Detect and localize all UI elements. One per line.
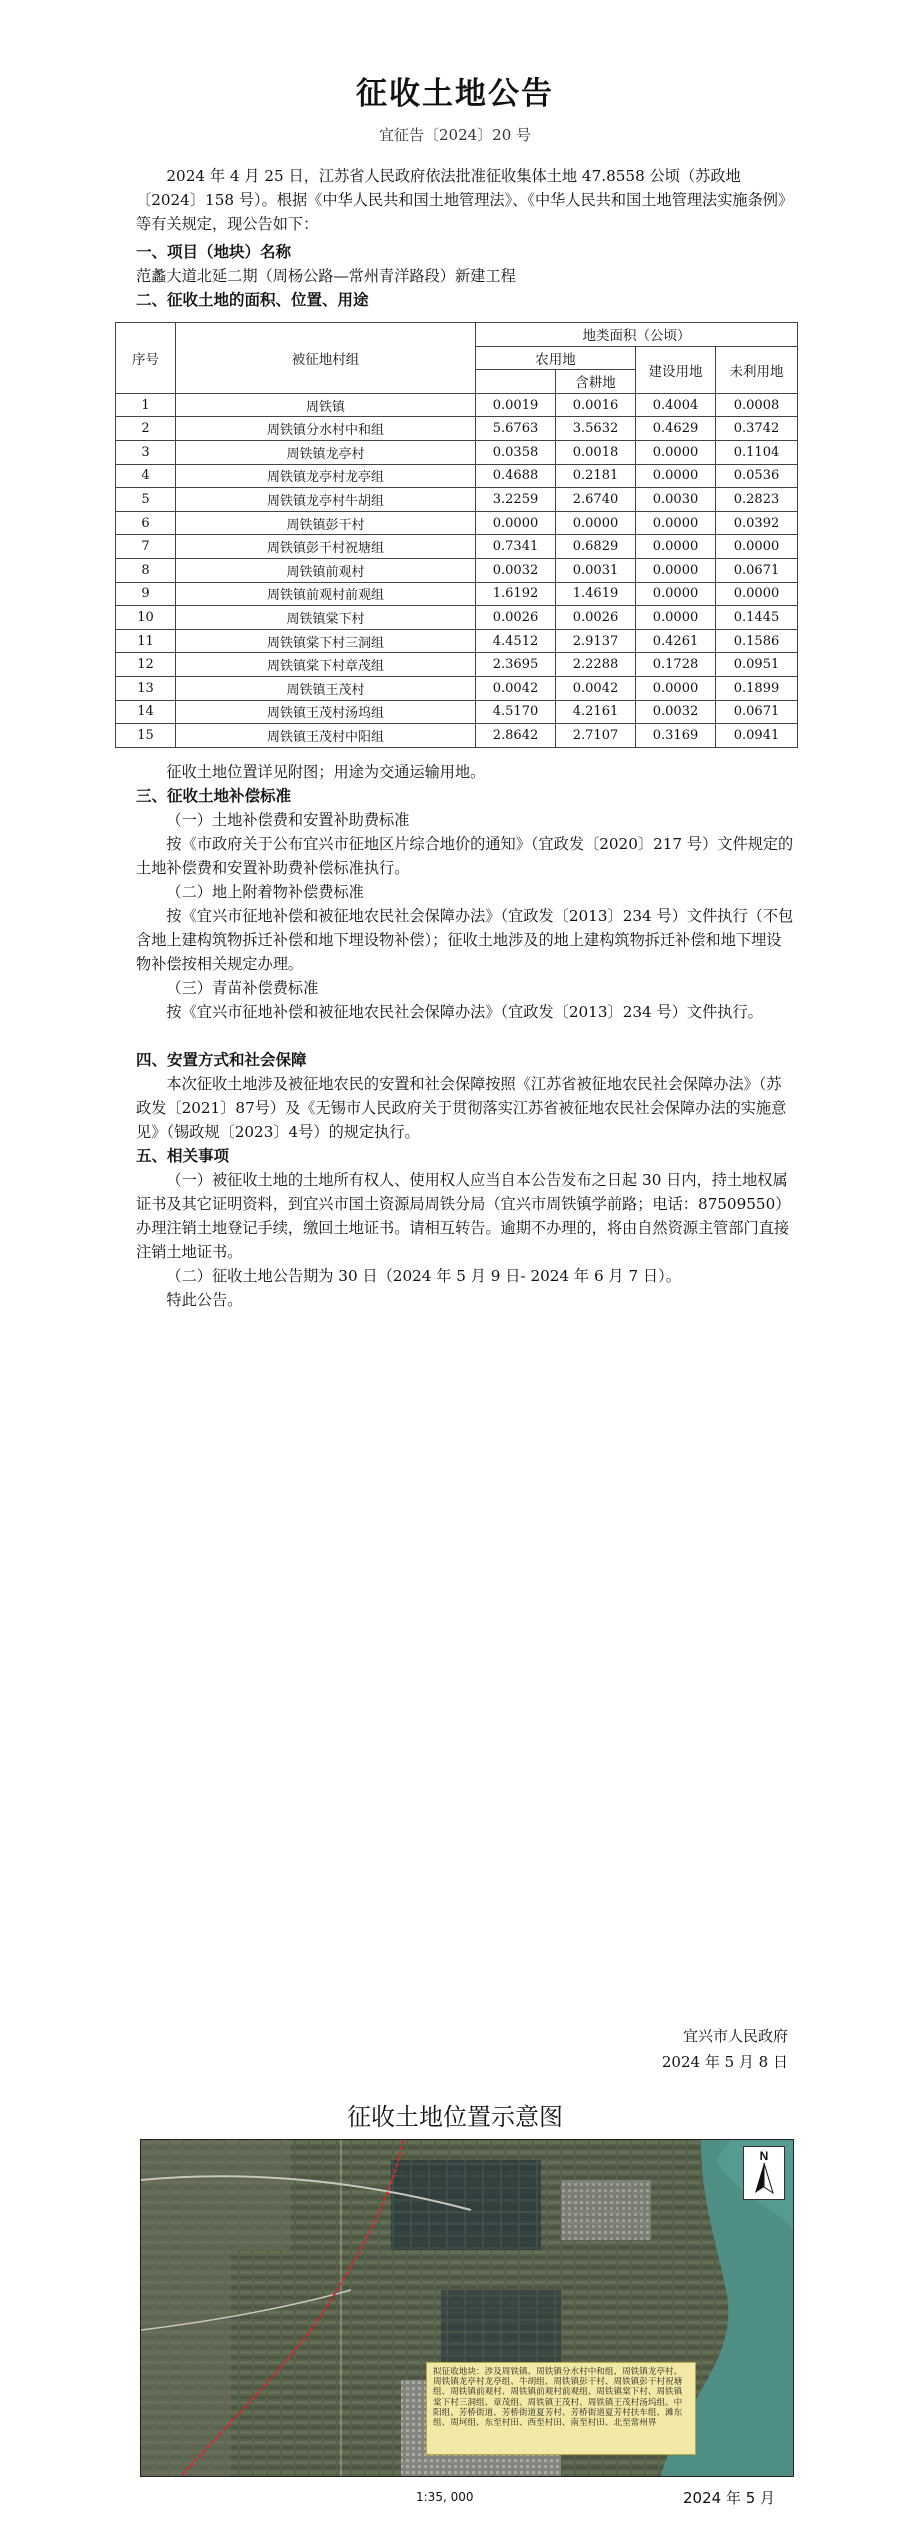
cell-farm: 0.0000 — [476, 511, 556, 535]
col-header-unused: 未利用地 — [716, 346, 798, 393]
section3-sub1-text: 按《市政府关于公布宜兴市征地区片综合地价的通知》（宜政发〔2020〕217 号）文件规定的土地补偿费和安置补助费补偿标准执行。 — [136, 835, 794, 877]
cell-arable: 3.5632 — [556, 417, 636, 441]
cell-group: 周铁镇王茂村 — [176, 676, 476, 700]
table-row — [116, 535, 798, 559]
svg-text:N: N — [759, 2149, 769, 2163]
col-header-arable: 含耕地 — [556, 370, 636, 394]
cell-arable: 4.2161 — [556, 700, 636, 724]
cell-unused: 0.2823 — [716, 488, 798, 512]
cell-unused: 0.0392 — [716, 511, 798, 535]
signature-org: 宜兴市人民政府 — [682, 2027, 788, 2045]
cell-unused: 0.1586 — [716, 629, 798, 653]
cell-no: 3 — [116, 440, 176, 464]
cell-arable: 2.7107 — [556, 724, 636, 748]
cell-no: 8 — [116, 558, 176, 582]
cell-arable: 0.0000 — [556, 511, 636, 535]
cell-group: 周铁镇棠下村章茂组 — [176, 653, 476, 677]
section1-heading: 一、项目（地块）名称 — [136, 243, 292, 261]
cell-no: 13 — [116, 676, 176, 700]
cell-unused: 0.0941 — [716, 724, 798, 748]
cell-arable: 0.0031 — [556, 558, 636, 582]
section3-sub3-text: 按《宜兴市征地补偿和被征地农民社会保障办法》（宜政发〔2013〕234 号）文件执行。 — [166, 1003, 763, 1021]
location-note: 征收土地位置详见附图；用途为交通运输用地。 — [166, 763, 486, 781]
cell-arable: 0.2181 — [556, 464, 636, 488]
map-legend: 拟征收地块：涉及周铁镇、周铁镇分水村中和组、周铁镇龙亭村、周铁镇龙亭村龙亭组、牛胡组、周铁镇彭干村、周铁镇彭干村祝塘组、周铁镇前观村、周铁镇前观村前观组、周铁镇棠下村、周铁镇棠下村三洞组、章茂组、周铁镇王茂村、周铁镇王茂村汤坞组、中阳组、芳桥街道、芳桥街道夏芳村、芳桥街道夏芳村扶车组、滩东组、周坷组、东至村田、西至村田、南至村田、北至常州界 — [426, 2362, 696, 2455]
section4-heading: 四、安置方式和社会保障 — [136, 1051, 307, 1069]
section5-item2: （二）征收土地公告期为 30 日（2024 年 5 月 9 日- 2024 年 6 月 7 日）。 — [166, 1267, 681, 1285]
table-row — [116, 464, 798, 488]
cell-no: 4 — [116, 464, 176, 488]
section5-heading: 五、相关事项 — [136, 1147, 230, 1165]
col-header-no: 序号 — [116, 323, 176, 394]
map-date: 2024 年 5 月 — [683, 2489, 776, 2507]
cell-unused: 0.0951 — [716, 653, 798, 677]
section3-sub2: （二）地上附着物补偿费标准 — [166, 883, 364, 901]
cell-group: 周铁镇 — [176, 393, 476, 417]
cell-group: 周铁镇王茂村汤坞组 — [176, 700, 476, 724]
table-row — [116, 700, 798, 724]
land-area-table — [115, 322, 798, 748]
cell-no: 9 — [116, 582, 176, 606]
cell-arable: 0.0016 — [556, 393, 636, 417]
cell-arable: 2.9137 — [556, 629, 636, 653]
cell-construct: 0.4004 — [636, 393, 716, 417]
cell-group: 周铁镇棠下村三洞组 — [176, 629, 476, 653]
cell-group: 周铁镇龙亭村 — [176, 440, 476, 464]
document-number: 宜征告〔2024〕20 号 — [378, 126, 532, 144]
cell-construct: 0.0000 — [636, 464, 716, 488]
cell-farm: 2.3695 — [476, 653, 556, 677]
cell-group: 周铁镇前观村 — [176, 558, 476, 582]
cell-farm: 0.4688 — [476, 464, 556, 488]
section3-sub1: （一）土地补偿费和安置补助费标准 — [166, 811, 410, 829]
cell-construct: 0.3169 — [636, 724, 716, 748]
cell-group: 周铁镇前观村前观组 — [176, 582, 476, 606]
cell-unused: 0.0000 — [716, 535, 798, 559]
cell-unused: 0.3742 — [716, 417, 798, 441]
cell-group: 周铁镇龙亭村龙亭组 — [176, 464, 476, 488]
cell-farm: 0.0358 — [476, 440, 556, 464]
table-row — [116, 511, 798, 535]
cell-farm: 2.8642 — [476, 724, 556, 748]
cell-construct: 0.0030 — [636, 488, 716, 512]
col-header-construction: 建设用地 — [636, 346, 716, 393]
cell-arable: 2.2288 — [556, 653, 636, 677]
cell-group: 周铁镇棠下村 — [176, 606, 476, 630]
cell-farm: 1.6192 — [476, 582, 556, 606]
cell-arable: 0.0018 — [556, 440, 636, 464]
section3-sub2-text: 按《宜兴市征地补偿和被征地农民社会保障办法》（宜政发〔2013〕234 号）文件执行（不包含地上建构筑物拆迁补偿和地下埋设物补偿）；征收土地涉及的地上建构筑物拆迁补偿和地下埋设物补偿按相关规定办理。 — [136, 907, 794, 973]
cell-construct: 0.0000 — [636, 511, 716, 535]
cell-farm: 5.6763 — [476, 417, 556, 441]
section3-sub3: （三）青苗补偿费标准 — [166, 979, 319, 997]
table-row — [116, 440, 798, 464]
land-table-body — [116, 393, 798, 747]
table-row — [116, 393, 798, 417]
table-row — [116, 488, 798, 512]
cell-arable: 0.0026 — [556, 606, 636, 630]
cell-construct: 0.0000 — [636, 535, 716, 559]
section2-heading: 二、征收土地的面积、位置、用途 — [136, 291, 369, 309]
map-title: 征收土地位置示意图 — [347, 2103, 563, 2131]
cell-unused: 0.0008 — [716, 393, 798, 417]
location-map — [140, 2139, 794, 2477]
cell-no: 5 — [116, 488, 176, 512]
cell-construct: 0.0000 — [636, 582, 716, 606]
cell-construct: 0.1728 — [636, 653, 716, 677]
cell-group: 周铁镇彭干村 — [176, 511, 476, 535]
cell-construct: 0.4629 — [636, 417, 716, 441]
cell-farm: 0.0019 — [476, 393, 556, 417]
table-row — [116, 417, 798, 441]
col-header-farmland: 农用地 — [476, 346, 636, 370]
cell-group: 周铁镇王茂村中阳组 — [176, 724, 476, 748]
table-row — [116, 629, 798, 653]
cell-no: 2 — [116, 417, 176, 441]
cell-group: 周铁镇龙亭村牛胡组 — [176, 488, 476, 512]
cell-no: 12 — [116, 653, 176, 677]
cell-no: 11 — [116, 629, 176, 653]
section3-heading: 三、征收土地补偿标准 — [136, 787, 292, 805]
cell-no: 14 — [116, 700, 176, 724]
cell-construct: 0.4261 — [636, 629, 716, 653]
col-header-village: 被征地村组 — [176, 323, 476, 394]
table-row — [116, 676, 798, 700]
map-scale: 1:35, 000 — [416, 2490, 474, 2504]
signature-date: 2024 年 5 月 8 日 — [661, 2053, 788, 2071]
table-row — [116, 582, 798, 606]
north-arrow — [743, 2146, 785, 2200]
cell-farm: 0.0032 — [476, 558, 556, 582]
page-title: 征收土地公告 — [356, 76, 554, 112]
cell-no: 10 — [116, 606, 176, 630]
cell-no: 1 — [116, 393, 176, 417]
cell-construct: 0.0000 — [636, 676, 716, 700]
cell-farm: 0.0042 — [476, 676, 556, 700]
cell-group: 周铁镇分水村中和组 — [176, 417, 476, 441]
cell-unused: 0.1104 — [716, 440, 798, 464]
cell-arable: 0.6829 — [556, 535, 636, 559]
table-row — [116, 724, 798, 748]
cell-unused: 0.0671 — [716, 700, 798, 724]
cell-farm: 3.2259 — [476, 488, 556, 512]
col-header-farmland-sub — [476, 370, 556, 394]
cell-no: 7 — [116, 535, 176, 559]
cell-construct: 0.0000 — [636, 606, 716, 630]
project-name: 范蠡大道北延二期（周杨公路—常州青洋路段）新建工程 — [136, 267, 516, 285]
cell-construct: 0.0000 — [636, 558, 716, 582]
closing-text: 特此公告。 — [166, 1291, 243, 1309]
cell-unused: 0.1445 — [716, 606, 798, 630]
cell-unused: 0.0536 — [716, 464, 798, 488]
col-header-area: 地类面积（公顷） — [476, 323, 798, 347]
cell-unused: 0.0000 — [716, 582, 798, 606]
cell-arable: 2.6740 — [556, 488, 636, 512]
cell-farm: 4.4512 — [476, 629, 556, 653]
section4-text: 本次征收土地涉及被征地农民的安置和社会保障按照《江苏省被征地农民社会保障办法》（苏政发〔2021〕87号）及《无锡市人民政府关于贯彻落实江苏省被征地农民社会保障办法的实施意见》（锡政规〔2023〕4号）的规定执行。 — [136, 1075, 787, 1141]
cell-farm: 4.5170 — [476, 700, 556, 724]
cell-group: 周铁镇彭干村祝塘组 — [176, 535, 476, 559]
intro-paragraph: 2024 年 4 月 25 日，江苏省人民政府依法批准征收集体土地 47.8558 公顷（苏政地〔2024〕158 号）。根据《中华人民共和国土地管理法》、《中华人民共和国土地管理法实施条例》等有关规定，现公告如下： — [136, 167, 794, 233]
cell-arable: 1.4619 — [556, 582, 636, 606]
cell-unused: 0.0671 — [716, 558, 798, 582]
table-row — [116, 606, 798, 630]
cell-farm: 0.0026 — [476, 606, 556, 630]
cell-construct: 0.0032 — [636, 700, 716, 724]
cell-farm: 0.7341 — [476, 535, 556, 559]
section5-item1: （一）被征收土地的土地所有权人、使用权人应当自本公告发布之日起 30 日内，持土地权属证书及其它证明资料，到宜兴市国土资源局周铁分局（宜兴市周铁镇学前路；电话：87509550）办理注销土地登记手续，缴回土地证书。请相互转告。逾期不办理的，将由自然资源主管部门直接注销土地证书。 — [136, 1171, 791, 1261]
cell-no: 6 — [116, 511, 176, 535]
cell-construct: 0.0000 — [636, 440, 716, 464]
table-row — [116, 558, 798, 582]
cell-unused: 0.1899 — [716, 676, 798, 700]
cell-no: 15 — [116, 724, 176, 748]
north-arrow-icon — [744, 2147, 784, 2199]
table-row — [116, 653, 798, 677]
cell-arable: 0.0042 — [556, 676, 636, 700]
